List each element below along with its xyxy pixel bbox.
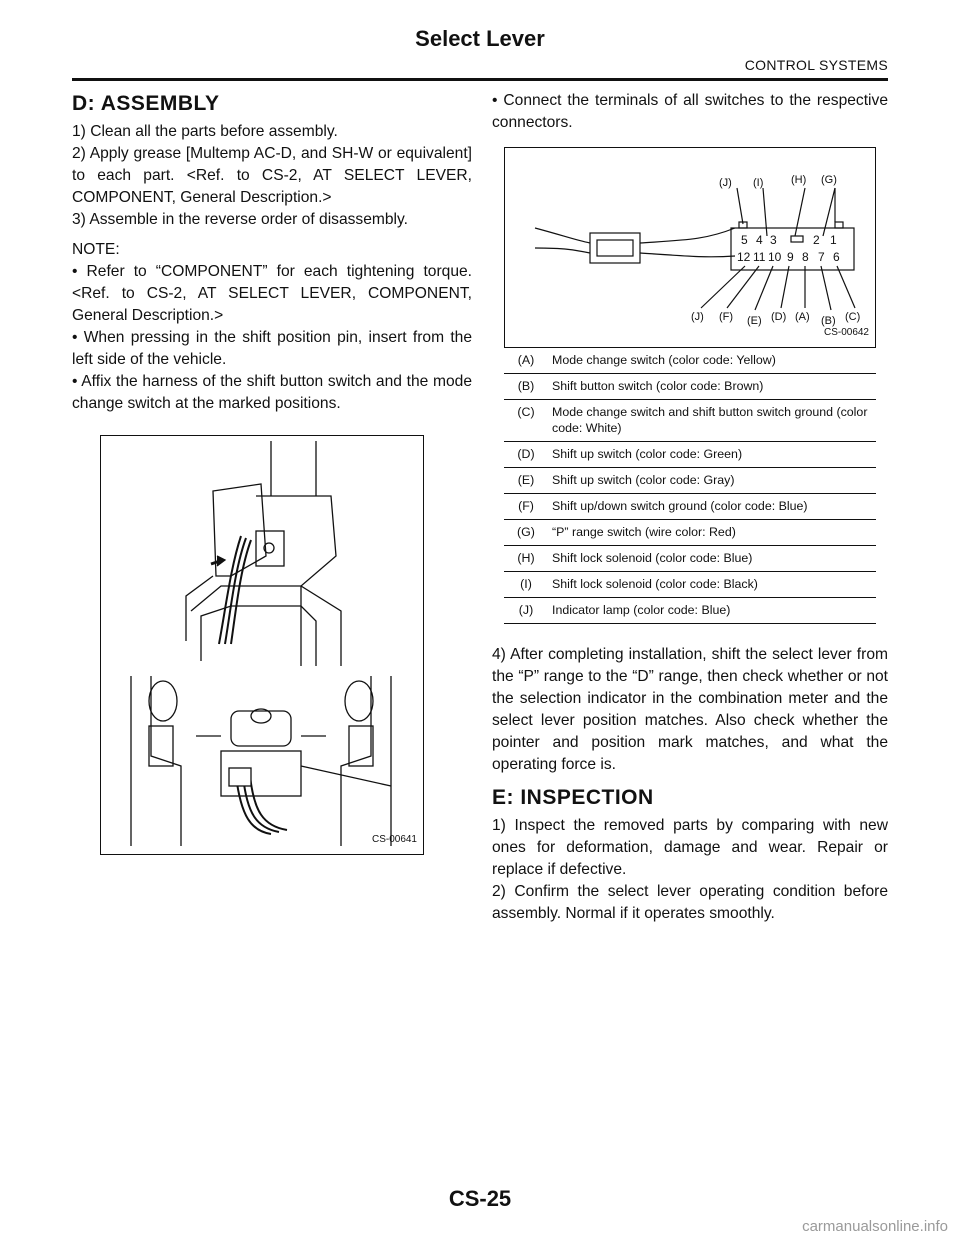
page-title: Select Lever bbox=[415, 26, 545, 51]
harness-routing-illustration bbox=[101, 436, 422, 853]
figure-2-label: CS-00642 bbox=[823, 327, 869, 338]
legend-desc: Shift up switch (color code: Green) bbox=[546, 442, 876, 468]
legend-row bbox=[504, 494, 876, 520]
legend-desc: Mode change switch and shift button switch ground (color code: White) bbox=[546, 400, 876, 442]
callout-bottom-b: (B) bbox=[821, 315, 836, 327]
legend-code: (B) bbox=[504, 374, 546, 400]
legend-desc: “P” range switch (wire color: Red) bbox=[546, 520, 876, 546]
inspection-heading: E: INSPECTION bbox=[492, 786, 654, 809]
legend-row bbox=[504, 442, 876, 468]
legend-desc: Indicator lamp (color code: Blue) bbox=[546, 598, 876, 624]
legend-body bbox=[504, 348, 876, 624]
header-rule bbox=[72, 78, 888, 81]
pin-label-7: 7 bbox=[818, 250, 825, 264]
callout-bottom-f: (F) bbox=[719, 311, 734, 323]
watermark: carmanualsonline.info bbox=[802, 1218, 948, 1235]
legend-desc: Shift button switch (color code: Brown) bbox=[546, 374, 876, 400]
legend-row bbox=[504, 374, 876, 400]
pin-label-9: 9 bbox=[787, 250, 794, 264]
pin-label-12: 12 bbox=[737, 250, 751, 264]
note-item-2: • When pressing in the shift position pin, insert from the left side of the vehicle. bbox=[72, 329, 472, 368]
pin-label-1: 1 bbox=[830, 233, 837, 247]
legend-code: (A) bbox=[504, 348, 546, 374]
connector-legend-table bbox=[504, 347, 876, 624]
pin-label-10: 10 bbox=[768, 250, 782, 264]
connect-note: • Connect the terminals of all switches to the respective connectors. bbox=[492, 92, 888, 131]
figure-connector-pinout bbox=[504, 147, 876, 347]
legend-code: (J) bbox=[504, 598, 546, 624]
pin-label-4: 4 bbox=[756, 233, 763, 247]
legend-code: (F) bbox=[504, 494, 546, 520]
legend-row bbox=[504, 572, 876, 598]
connector-pinout-illustration bbox=[505, 148, 874, 344]
legend-row bbox=[504, 598, 876, 624]
figure-1-label: CS-00641 bbox=[371, 834, 417, 845]
right-column bbox=[492, 90, 888, 925]
note-item-1: • Refer to “COMPONENT” for each tightening torque. <Ref. to CS-2, AT SELECT LEVER, COMPONENT, General Description.> bbox=[72, 263, 472, 324]
callout-bottom-c: (C) bbox=[845, 311, 861, 323]
assembly-step-4: 4) After completing installation, shift the select lever from the “P” range to the “D” range, then check whether or not the selection indicator in the combination meter and the select lever position matches. Also check whether the pointer and position mark matches, and what the operating force is. bbox=[492, 646, 888, 773]
legend-desc: Shift up/down switch ground (color code: Blue) bbox=[546, 494, 876, 520]
legend-code: (G) bbox=[504, 520, 546, 546]
pin-label-3: 3 bbox=[770, 233, 777, 247]
pin-label-5: 5 bbox=[741, 233, 748, 247]
legend-desc: Shift up switch (color code: Gray) bbox=[546, 468, 876, 494]
legend-code: (H) bbox=[504, 546, 546, 572]
legend-row bbox=[504, 348, 876, 374]
callout-bottom-a: (A) bbox=[795, 311, 810, 323]
legend-code: (C) bbox=[504, 400, 546, 442]
inspection-step-2: 2) Confirm the select lever operating condition before assembly. Normal if it operates smoothly. bbox=[492, 883, 888, 922]
section-header: CONTROL SYSTEMS bbox=[744, 57, 888, 73]
callout-top-g: (G) bbox=[821, 174, 837, 186]
note-item-3: • Affix the harness of the shift button switch and the mode change switch at the marked positions. bbox=[72, 373, 472, 412]
note-label: NOTE: bbox=[72, 241, 120, 258]
callout-bottom-e: (E) bbox=[747, 315, 762, 327]
legend-row bbox=[504, 468, 876, 494]
legend-code: (I) bbox=[504, 572, 546, 598]
legend-desc: Mode change switch (color code: Yellow) bbox=[546, 348, 876, 374]
legend-code: (E) bbox=[504, 468, 546, 494]
page-number: CS-25 bbox=[448, 1186, 512, 1211]
pin-label-8: 8 bbox=[802, 250, 809, 264]
legend-wrapper bbox=[504, 347, 876, 624]
inspection-step-1: 1) Inspect the removed parts by comparing with new ones for deformation, damage and wear. Repair or replace if defective. bbox=[492, 817, 888, 878]
callout-top-j: (J) bbox=[719, 177, 732, 189]
legend-desc: Shift lock solenoid (color code: Blue) bbox=[546, 546, 876, 572]
assembly-step-2: 2) Apply grease [Multemp AC-D, and SH-W or equivalent] to each part. <Ref. to CS-2, AT SELECT LEVER, COMPONENT, General Description.> bbox=[72, 145, 472, 206]
pin-label-6: 6 bbox=[833, 250, 840, 264]
legend-row bbox=[504, 546, 876, 572]
callout-top-i: (I) bbox=[753, 177, 764, 189]
pin-label-2: 2 bbox=[813, 233, 820, 247]
legend-code: (D) bbox=[504, 442, 546, 468]
assembly-step-3: 3) Assemble in the reverse order of disassembly. bbox=[72, 211, 408, 228]
pin-label-11: 11 bbox=[753, 250, 766, 264]
callout-top-h: (H) bbox=[791, 174, 807, 186]
figure-harness-routing bbox=[100, 435, 424, 855]
legend-row bbox=[504, 400, 876, 442]
left-column bbox=[72, 90, 472, 855]
legend-desc: Shift lock solenoid (color code: Black) bbox=[546, 572, 876, 598]
callout-bottom-j: (J) bbox=[691, 311, 704, 323]
assembly-heading: D: ASSEMBLY bbox=[72, 92, 220, 115]
legend-row bbox=[504, 520, 876, 546]
assembly-step-1: 1) Clean all the parts before assembly. bbox=[72, 123, 338, 140]
callout-bottom-d: (D) bbox=[771, 311, 787, 323]
